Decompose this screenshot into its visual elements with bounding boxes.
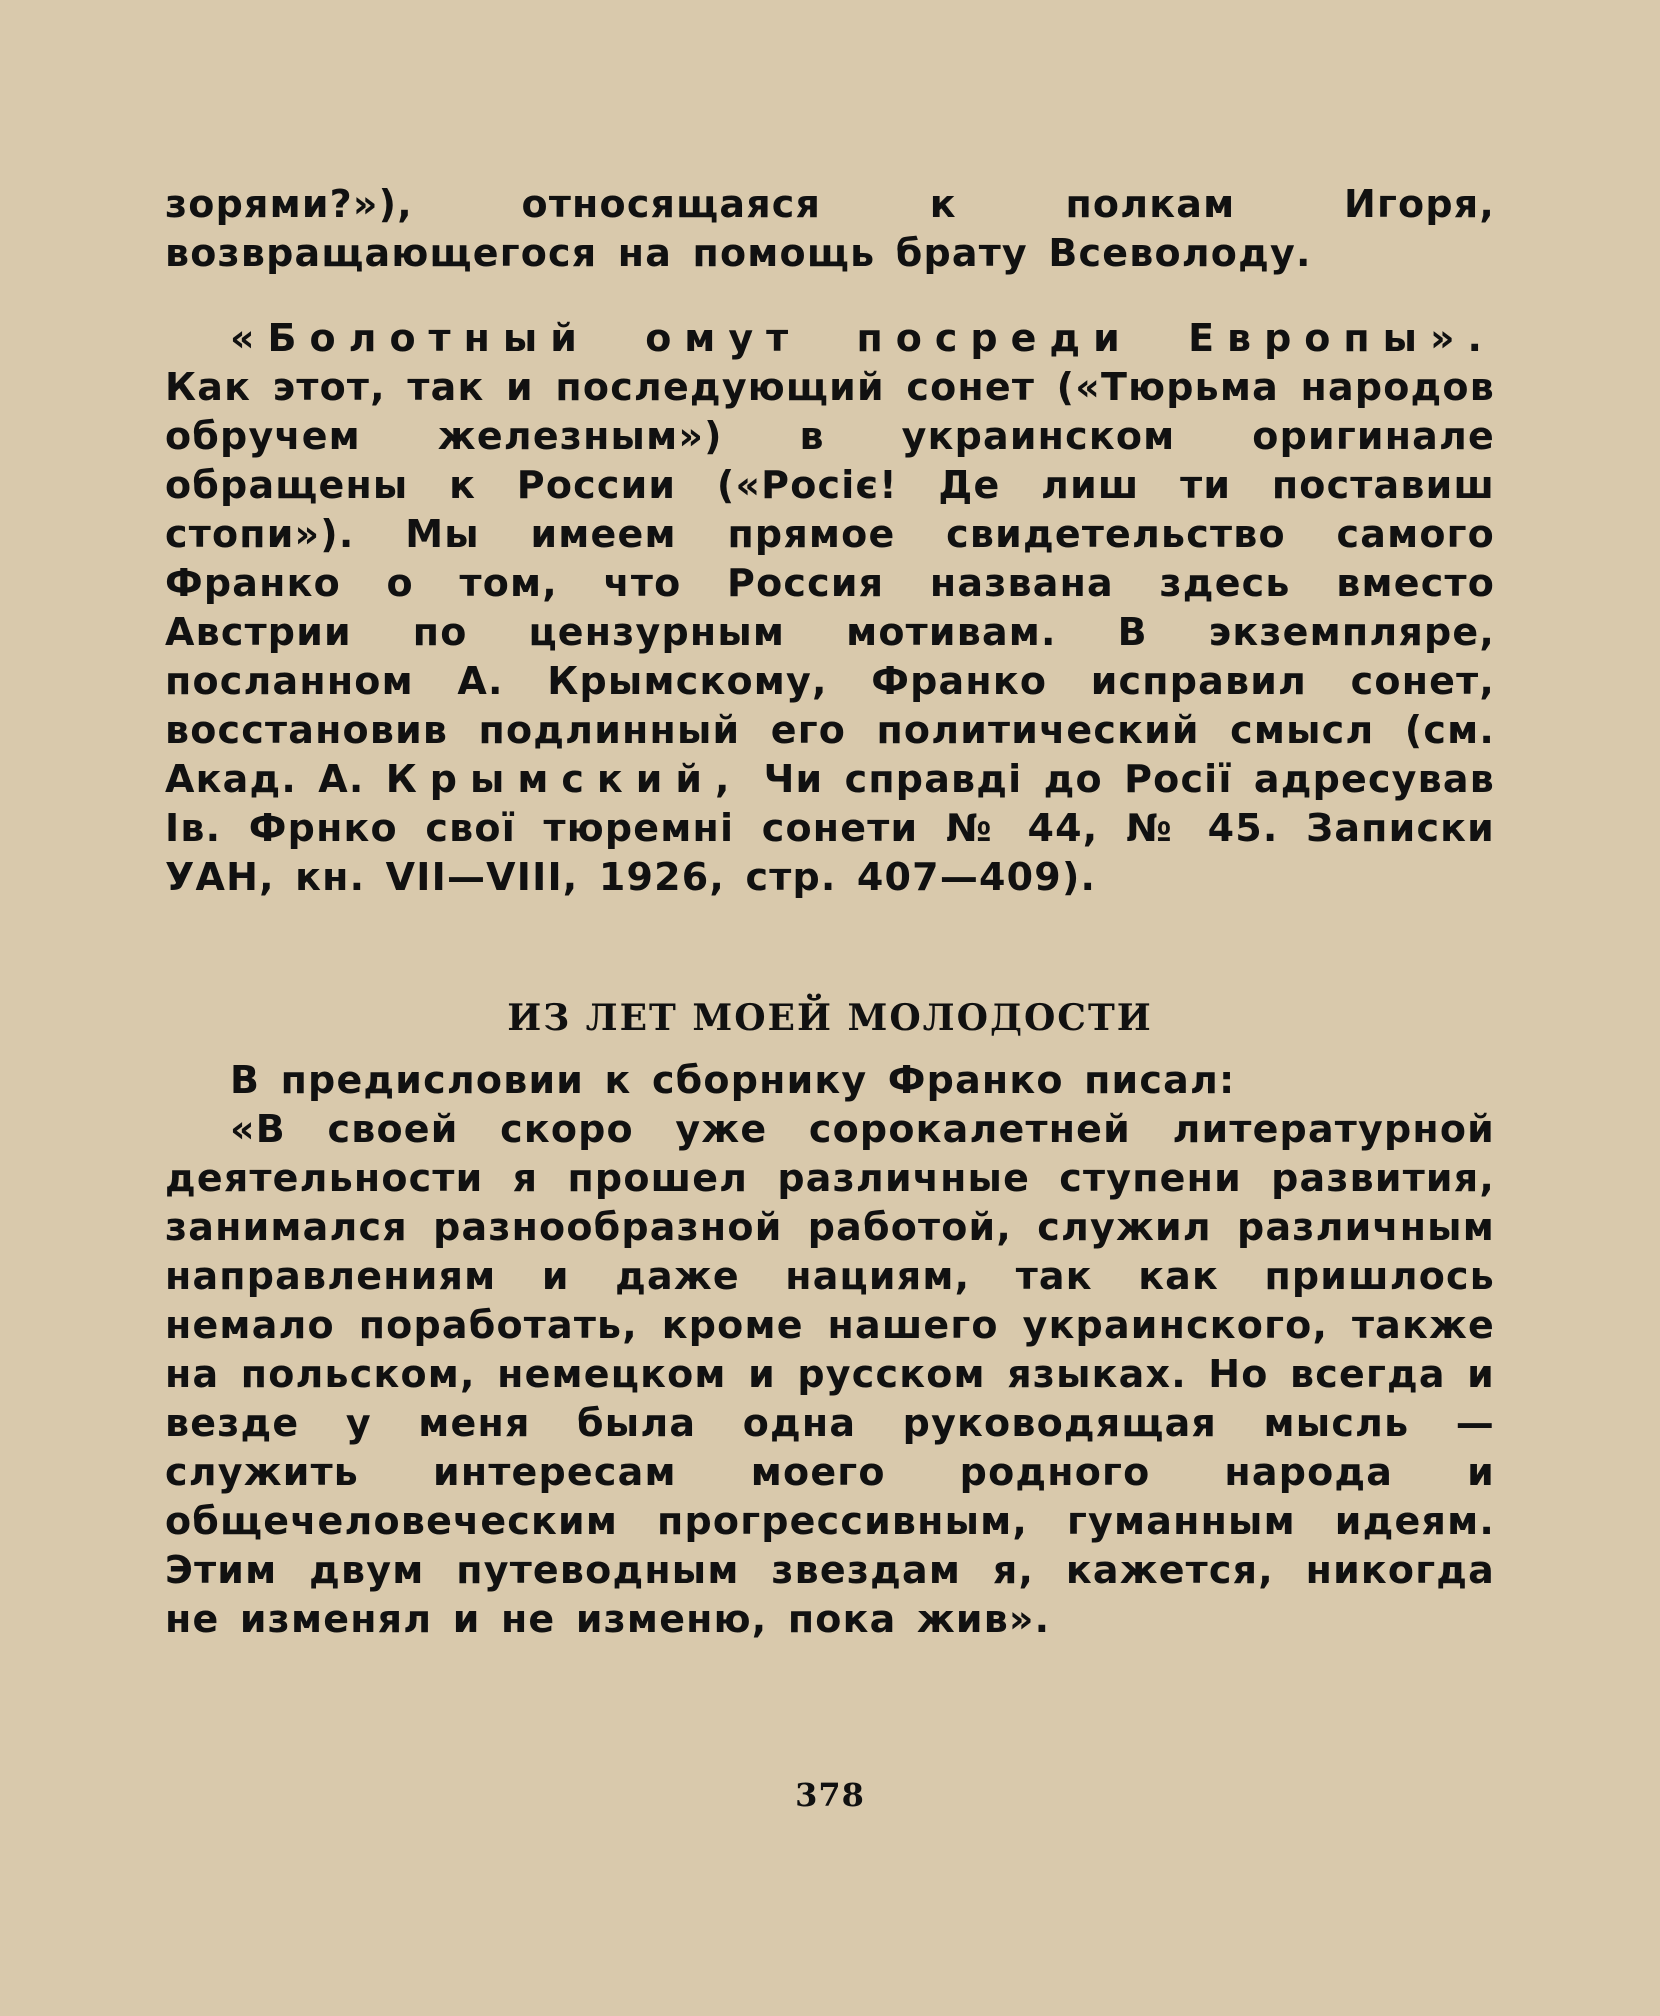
document-page [165, 180, 1495, 1880]
paragraph-intro: В предисловии к сборнику Франко писал: [230, 1058, 1236, 1102]
paragraph-quote: «В своей скоро уже сорокалетней литературной деятельности я прошел различные ступени развития, занимался разнообразной работой, служил различным направлениям и даже нациям, так как пришлось немало поработать, кроме нашего украинского, также на польском, немецком и русском языках. Но всегда и везде у меня была одна руководящая мысль — служить интересам моего родного народа и общечеловеческим прогрессивным, гуманным идеям. Этим двум путеводным звездам я, кажется, никогда не изменял и не изменю, пока жив». [165, 1107, 1495, 1641]
spaced-author: Крымский, [385, 757, 743, 801]
commentary-text: Как этот, так и последующий сонет («Тюрьма народов обручем железным») в украинском оригинале обращены к России («Pociє! Де лиш ти поставиш стопи»). Мы имеем прямое свидетельство самого Франко о том, что Россия названа здесь вместо Австрии по цензурным мотивам. В экземпляре, посланном А. Крымскому, Франко исправил сонет, восстановив подлинный его политический смысл (см. Акад. А. [165, 365, 1495, 801]
section-heading: ИЗ ЛЕТ МОЕЙ МОЛОДОСТИ [507, 997, 1153, 1039]
paragraph-continuation: зорями?»), относящаяся к полкам Игоря, возвращающегося на помощь брату Всеволоду. [165, 182, 1495, 275]
commentary-citation: Чи справді до Росії адресував Ів. Фрнко свої тюремні сонети № 44, № 45. Записки УАН, кн. VII—VIII, 1926, стр. 407—409). [165, 757, 1495, 899]
spaced-title: «Болотный омут посреди Европы». [230, 316, 1495, 360]
page-number: 378 [795, 1776, 865, 1814]
paragraph-commentary [165, 314, 1495, 902]
